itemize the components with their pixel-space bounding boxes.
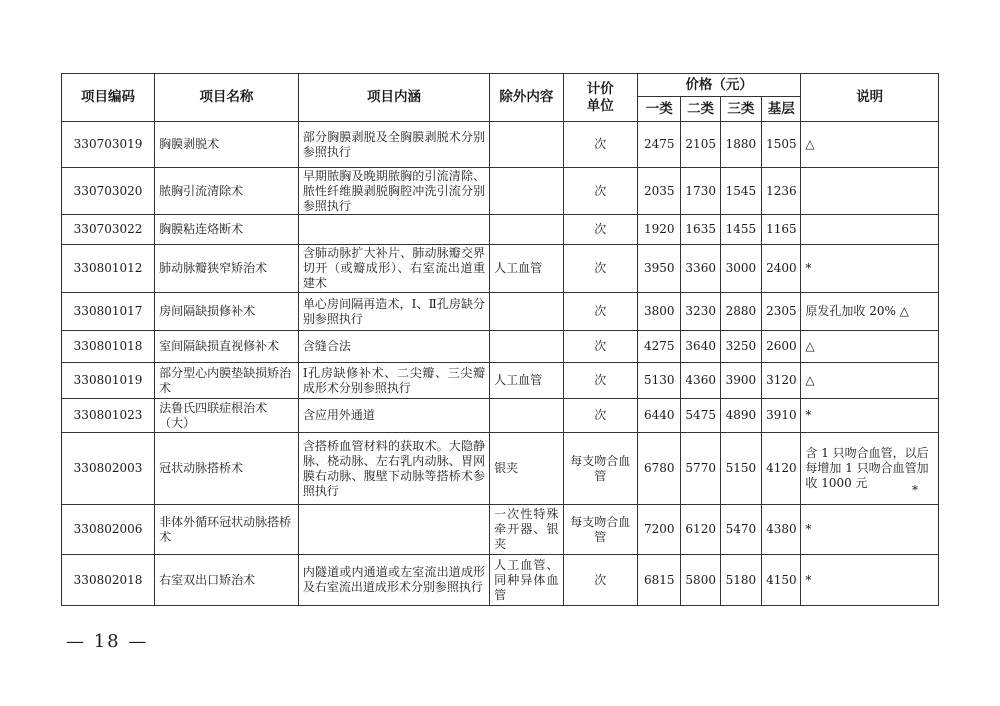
- cell-content: [298, 215, 489, 245]
- cell-price-class1: 3800: [638, 293, 681, 331]
- table-row: [62, 293, 939, 331]
- cell-price-class3: 1880: [720, 122, 761, 168]
- cell-content: 早期脓胸及晚期脓胸的引流清除、脓性纤维膜剥脱胸腔冲洗引流分别参照执行: [298, 168, 489, 215]
- cell-price-class3: 4890: [720, 399, 761, 433]
- cell-name: 肺动脉瓣狭窄矫治术: [155, 245, 299, 293]
- cell-exclude: 人工血管: [490, 363, 563, 399]
- table-row: [62, 331, 939, 363]
- cell-price-class1: 1920: [638, 215, 681, 245]
- header-note: 说明: [801, 74, 939, 122]
- cell-exclude: [490, 122, 563, 168]
- cell-exclude: 人工血管、同种异体血管: [490, 555, 563, 606]
- cell-price-class1: 3950: [638, 245, 681, 293]
- cell-price-base: 2400: [762, 245, 801, 293]
- cell-price-class2: 5475: [681, 399, 720, 433]
- header-class1: 一类: [638, 97, 681, 122]
- note-star: *: [912, 483, 918, 497]
- page-number: — 18 —: [66, 631, 149, 652]
- cell-name: 房间隔缺损修补术: [155, 293, 299, 331]
- cell-note: *: [801, 245, 939, 293]
- cell-price-class1: 4275: [638, 331, 681, 363]
- cell-code: 330802006: [62, 505, 155, 555]
- cell-price-base: 1165: [762, 215, 801, 245]
- cell-price-base: 4120: [762, 433, 801, 505]
- cell-price-base: 4150: [762, 555, 801, 606]
- cell-code: 330801019: [62, 363, 155, 399]
- table-row: [62, 433, 939, 505]
- cell-unit: 次: [563, 245, 637, 293]
- cell-unit: 次: [563, 168, 637, 215]
- cell-content: 单心房间隔再造术，Ⅰ、Ⅱ孔房缺分别参照执行: [298, 293, 489, 331]
- cell-exclude: [490, 331, 563, 363]
- cell-price-base: 4380: [762, 505, 801, 555]
- cell-price-class3: 3900: [720, 363, 761, 399]
- table-row: [62, 555, 939, 606]
- cell-price-class1: 2475: [638, 122, 681, 168]
- cell-name: 冠状动脉搭桥术: [155, 433, 299, 505]
- cell-content: 含应用外通道: [298, 399, 489, 433]
- cell-price-class2: 6120: [681, 505, 720, 555]
- cell-content: 含缝合法: [298, 331, 489, 363]
- cell-price-base: 1505: [762, 122, 801, 168]
- cell-code: 330801018: [62, 331, 155, 363]
- cell-exclude: 一次性特殊牵开器、银夹: [490, 505, 563, 555]
- cell-unit: 次: [563, 293, 637, 331]
- cell-unit: 每支吻合血管: [563, 433, 637, 505]
- cell-exclude: [490, 399, 563, 433]
- header-class3: 三类: [720, 97, 761, 122]
- cell-price-class2: 4360: [681, 363, 720, 399]
- cell-price-class2: 1730: [681, 168, 720, 215]
- header-code: 项目编码: [62, 74, 155, 122]
- cell-price-base: 2305: [762, 293, 801, 331]
- cell-content: 部分胸膜剥脱及全胸膜剥脱术分别参照执行: [298, 122, 489, 168]
- cell-unit: 每支吻合血管: [563, 505, 637, 555]
- cell-name: 胸膜粘连烙断术: [155, 215, 299, 245]
- header-content: 项目内涵: [298, 74, 489, 122]
- price-table: [61, 73, 939, 606]
- cell-note: [801, 433, 939, 505]
- cell-content: Ⅰ孔房缺修补术、二尖瓣、三尖瓣成形术分别参照执行: [298, 363, 489, 399]
- cell-price-class3: 3250: [720, 331, 761, 363]
- cell-content: 内隧道或内通道或左室流出道成形及右室流出道成形术分别参照执行: [298, 555, 489, 606]
- cell-price-base: 3120: [762, 363, 801, 399]
- cell-unit: 次: [563, 363, 637, 399]
- cell-price-class3: 5180: [720, 555, 761, 606]
- table-header: [62, 74, 939, 122]
- cell-unit: 次: [563, 331, 637, 363]
- cell-price-class3: 1545: [720, 168, 761, 215]
- table-row: [62, 215, 939, 245]
- cell-code: 330703019: [62, 122, 155, 168]
- cell-price-class2: 1635: [681, 215, 720, 245]
- table-row: [62, 363, 939, 399]
- header-exclude: 除外内容: [490, 74, 563, 122]
- cell-unit: 次: [563, 215, 637, 245]
- header-class2: 二类: [681, 97, 720, 122]
- cell-price-class3: 5470: [720, 505, 761, 555]
- cell-code: 330801023: [62, 399, 155, 433]
- cell-content: 含肺动脉扩大补片、肺动脉瓣交界切开（或瓣成形）、右室流出道重建术: [298, 245, 489, 293]
- cell-price-class1: 6440: [638, 399, 681, 433]
- cell-note: △: [801, 122, 939, 168]
- cell-price-base: 2600: [762, 331, 801, 363]
- cell-content: 含搭桥血管材料的获取术。大隐静脉、桡动脉、左右乳内动脉、胃网膜右动脉、腹壁下动脉等搭桥术参照执行: [298, 433, 489, 505]
- cell-price-class2: 2105: [681, 122, 720, 168]
- cell-price-class1: 6815: [638, 555, 681, 606]
- cell-price-class2: 5800: [681, 555, 720, 606]
- cell-price-class3: 2880: [720, 293, 761, 331]
- cell-note: *: [801, 505, 939, 555]
- cell-note: △: [801, 363, 939, 399]
- header-price-group: 价格（元）: [638, 74, 801, 97]
- cell-price-class1: 5130: [638, 363, 681, 399]
- cell-price-base: 1236: [762, 168, 801, 215]
- cell-price-class1: 2035: [638, 168, 681, 215]
- cell-unit: 次: [563, 555, 637, 606]
- cell-note: [801, 215, 939, 245]
- header-base: 基层: [762, 97, 801, 122]
- cell-price-class1: 7200: [638, 505, 681, 555]
- cell-price-class2: 3640: [681, 331, 720, 363]
- cell-price-class3: 1455: [720, 215, 761, 245]
- header-unit: 计价单位: [563, 74, 637, 122]
- cell-code: 330802018: [62, 555, 155, 606]
- cell-price-class2: 3230: [681, 293, 720, 331]
- cell-note: 原发孔加收 20% △: [801, 293, 939, 331]
- cell-price-base: 3910: [762, 399, 801, 433]
- cell-exclude: [490, 215, 563, 245]
- header-name: 项目名称: [155, 74, 299, 122]
- cell-exclude: 人工血管: [490, 245, 563, 293]
- cell-content: [298, 505, 489, 555]
- cell-name: 法鲁氏四联症根治术（大）: [155, 399, 299, 433]
- cell-price-class2: 5770: [681, 433, 720, 505]
- cell-name: 右室双出口矫治术: [155, 555, 299, 606]
- table-row: [62, 168, 939, 215]
- cell-code: 330801017: [62, 293, 155, 331]
- cell-exclude: 银夹: [490, 433, 563, 505]
- cell-note: *: [801, 555, 939, 606]
- cell-exclude: [490, 293, 563, 331]
- cell-code: 330703020: [62, 168, 155, 215]
- cell-note: [801, 168, 939, 215]
- cell-code: 330801012: [62, 245, 155, 293]
- cell-price-class3: 3000: [720, 245, 761, 293]
- cell-name: 部分型心内膜垫缺损矫治术: [155, 363, 299, 399]
- cell-note: *: [801, 399, 939, 433]
- table-row: [62, 245, 939, 293]
- cell-code: 330703022: [62, 215, 155, 245]
- note-text: 含 1 只吻合血管，以后每增加 1 只吻合血管加收 1000 元: [805, 446, 929, 490]
- cell-exclude: [490, 168, 563, 215]
- table-row: [62, 505, 939, 555]
- cell-price-class3: 5150: [720, 433, 761, 505]
- table-body: [62, 122, 939, 606]
- cell-price-class1: 6780: [638, 433, 681, 505]
- cell-code: 330802003: [62, 433, 155, 505]
- cell-name: 胸膜剥脱术: [155, 122, 299, 168]
- cell-price-class2: 3360: [681, 245, 720, 293]
- cell-unit: 次: [563, 122, 637, 168]
- table-row: [62, 122, 939, 168]
- cell-name: 室间隔缺损直视修补术: [155, 331, 299, 363]
- cell-note: △: [801, 331, 939, 363]
- cell-name: 非体外循环冠状动脉搭桥术: [155, 505, 299, 555]
- table-row: [62, 399, 939, 433]
- cell-unit: 次: [563, 399, 637, 433]
- cell-name: 脓胸引流清除术: [155, 168, 299, 215]
